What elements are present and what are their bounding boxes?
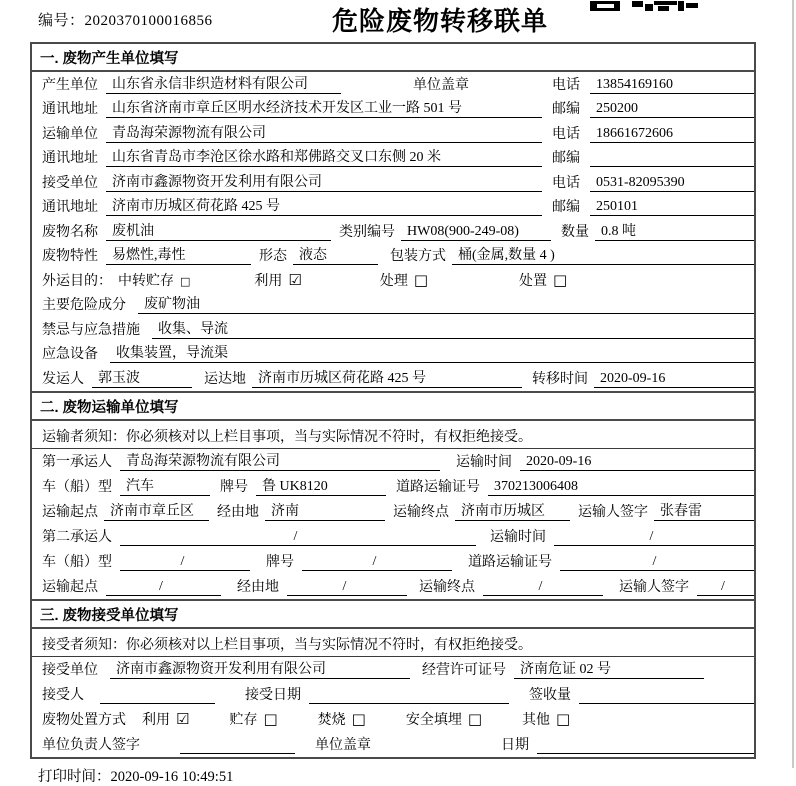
terminus-label: 运输终点 bbox=[393, 504, 449, 520]
print-time-label: 打印时间： bbox=[38, 768, 111, 785]
print-time-value: 2020-09-16 10:49:51 bbox=[110, 768, 234, 785]
option-dispose-label: 处置 bbox=[519, 273, 548, 289]
option-utilize-label: 利用 bbox=[254, 273, 283, 289]
row-disposal-method bbox=[32, 707, 754, 732]
receiving-unit-value: 济南市鑫源物资开发利用有限公司 bbox=[110, 658, 410, 679]
producer-zip-value: 250200 bbox=[590, 101, 754, 118]
document-number-label: 编号： bbox=[38, 13, 85, 29]
manifest-form bbox=[30, 42, 756, 759]
license-label: 经营许可证号 bbox=[422, 662, 506, 678]
phone-label: 电话 bbox=[552, 77, 580, 93]
second-transport-time-value: / bbox=[554, 529, 754, 546]
field-label: 废物处置方式 bbox=[42, 712, 126, 728]
unit-seal-label: 单位盖章 bbox=[315, 737, 371, 753]
row-transporter-address bbox=[32, 146, 754, 171]
document-header bbox=[0, 0, 796, 42]
transport-time-label: 运输时间 bbox=[490, 529, 546, 545]
transfer-time-value: 2020-09-16 bbox=[594, 371, 754, 388]
document-number bbox=[38, 9, 213, 30]
origin-value: / bbox=[106, 579, 221, 596]
phone-label: 电话 bbox=[552, 126, 580, 142]
section-producer-title: 一. 废物产生单位填写 bbox=[32, 44, 754, 72]
destination-label: 运达地 bbox=[204, 371, 246, 387]
receiver-notice: 接受者须知：你必须核对以上栏目事项，当与实际情况不符时，有权拒绝接受。 bbox=[32, 629, 754, 657]
checkbox-icon: □ bbox=[351, 709, 366, 728]
row-second-vehicle bbox=[32, 549, 754, 574]
row-transfer-purpose bbox=[32, 268, 754, 293]
scan-page-edge bbox=[792, 0, 794, 768]
field-label: 主要危险成分 bbox=[42, 298, 126, 313]
row-hazard-components bbox=[32, 293, 754, 318]
section-transporter-title: 二. 废物运输单位填写 bbox=[32, 391, 754, 421]
qr-code-icon bbox=[590, 0, 698, 16]
producer-phone-value: 13854169160 bbox=[590, 77, 754, 94]
receiver-person-value bbox=[100, 687, 215, 704]
quantity-value: 0.8 吨 bbox=[595, 220, 754, 241]
field-label: 通讯地址 bbox=[42, 151, 98, 166]
row-shipper bbox=[32, 366, 754, 391]
field-label: 运输起点 bbox=[42, 504, 98, 520]
row-receiver-unit bbox=[32, 170, 754, 195]
receiver-unit-value: 济南市鑫源物资开发利用有限公司 bbox=[106, 171, 542, 192]
unit-seal-label: 单位盖章 bbox=[413, 77, 469, 93]
carrier-signature-value: 张春雷 bbox=[654, 500, 754, 521]
row-producer-unit bbox=[32, 72, 754, 97]
field-label: 车（船）型 bbox=[42, 479, 112, 495]
field-label: 单位负责人签字 bbox=[42, 737, 140, 753]
waste-name-value: 废机油 bbox=[106, 220, 331, 241]
field-label: 接受单位 bbox=[42, 175, 98, 191]
checkbox-icon: □ bbox=[413, 270, 429, 289]
row-receiver-person bbox=[32, 682, 754, 707]
first-transport-time-value: 2020-09-16 bbox=[520, 454, 754, 471]
option-treat-label: 处理 bbox=[379, 273, 408, 289]
category-code-value: HW08(900-249-08) bbox=[401, 224, 551, 241]
plate-value: 鲁 UK8120 bbox=[256, 475, 386, 496]
row-first-route bbox=[32, 499, 754, 524]
form-value: 液态 bbox=[293, 244, 378, 265]
transporter-zip-value bbox=[590, 150, 754, 167]
plate-label: 牌号 bbox=[266, 554, 294, 570]
first-carrier-value: 青岛海荣源物流有限公司 bbox=[120, 450, 440, 471]
emergency-equipment-value: 收集装置，导流渠 bbox=[110, 342, 754, 363]
vehicle-type-value: / bbox=[120, 554, 250, 571]
option-storage-label: 贮存 bbox=[229, 712, 258, 728]
plate-label: 牌号 bbox=[220, 479, 248, 495]
checkbox-icon: □ bbox=[263, 709, 278, 728]
via-label: 经由地 bbox=[237, 579, 279, 595]
waste-properties-value: 易燃性,毒性 bbox=[106, 244, 251, 265]
section-transporter bbox=[32, 391, 754, 599]
option-landfill-label: 安全填埋 bbox=[405, 712, 462, 728]
via-value: / bbox=[287, 579, 407, 596]
field-label: 第一承运人 bbox=[42, 454, 112, 470]
field-label: 禁忌与应急措施 bbox=[42, 322, 140, 338]
option-utilize-label: 利用 bbox=[142, 712, 170, 728]
row-waste-name bbox=[32, 219, 754, 244]
receiver-zip-value: 250101 bbox=[590, 199, 754, 216]
zip-label: 邮编 bbox=[552, 102, 580, 117]
terminus-label: 运输终点 bbox=[419, 579, 475, 595]
vehicle-type-value: 汽车 bbox=[120, 475, 210, 496]
field-label: 废物特性 bbox=[42, 249, 98, 264]
carrier-signature-value: / bbox=[697, 579, 754, 596]
option-transit-storage-label: 中转贮存 bbox=[118, 273, 174, 289]
receive-date-value bbox=[309, 687, 509, 704]
origin-value: 济南市章丘区 bbox=[104, 500, 209, 521]
road-permit-label: 道路运输证号 bbox=[468, 554, 552, 570]
checkbox-icon: □ bbox=[556, 709, 571, 728]
row-second-carrier bbox=[32, 524, 754, 549]
row-emergency-equipment bbox=[32, 342, 754, 367]
shipper-value: 郭玉波 bbox=[92, 367, 192, 388]
field-label: 第二承运人 bbox=[42, 529, 112, 545]
transfer-time-label: 转移时间 bbox=[532, 371, 588, 387]
row-receiving-unit bbox=[32, 657, 754, 682]
field-label: 发运人 bbox=[42, 371, 84, 387]
road-permit-value: / bbox=[560, 554, 754, 571]
via-value: 济南 bbox=[265, 500, 385, 521]
row-contraindications bbox=[32, 317, 754, 342]
plate-value: / bbox=[302, 554, 452, 571]
section-receiver bbox=[32, 599, 754, 757]
row-receiver-address bbox=[32, 195, 754, 220]
producer-unit-value: 山东省永信非织造材料有限公司 bbox=[106, 73, 341, 94]
field-label: 外运目的： bbox=[42, 273, 112, 289]
producer-address-value: 山东省济南市章丘区明水经济技术开发区工业一路 501 号 bbox=[106, 97, 542, 118]
option-incinerate-label: 焚烧 bbox=[317, 712, 346, 728]
phone-label: 电话 bbox=[552, 175, 580, 191]
checkbox-icon: □ bbox=[467, 709, 483, 728]
receiver-address-value: 济南市历城区荷花路 425 号 bbox=[106, 195, 542, 216]
checkbox-icon: □ bbox=[180, 274, 191, 288]
field-label: 通讯地址 bbox=[42, 102, 98, 117]
form-label: 形态 bbox=[259, 249, 287, 264]
document-number-value: 2020370100016856 bbox=[84, 13, 213, 29]
transporter-unit-value: 青岛海荣源物流有限公司 bbox=[106, 122, 542, 143]
carrier-signature-label: 运输人签字 bbox=[578, 504, 648, 520]
receive-date-label: 接受日期 bbox=[245, 687, 301, 703]
row-responsible-signature bbox=[32, 732, 754, 757]
field-label: 废物名称 bbox=[42, 224, 98, 240]
transporter-address-value: 山东省青岛市李沧区徐水路和郑佛路交叉口东侧 20 米 bbox=[106, 146, 542, 167]
transporter-notice: 运输者须知：你必须核对以上栏目事项，当与实际情况不符时，有权拒绝接受。 bbox=[32, 421, 754, 449]
section-receiver-title: 三. 废物接受单位填写 bbox=[32, 599, 754, 629]
zip-label: 邮编 bbox=[552, 200, 580, 215]
checkbox-checked-icon: ☑ bbox=[176, 709, 190, 728]
receiver-phone-value: 0531-82095390 bbox=[590, 175, 754, 192]
packaging-value: 桶(金属,数量 4 ) bbox=[452, 244, 754, 265]
row-second-route bbox=[32, 574, 754, 599]
via-label: 经由地 bbox=[217, 504, 259, 520]
zip-label: 邮编 bbox=[552, 151, 580, 166]
field-label: 接受单位 bbox=[42, 662, 98, 678]
terminus-value: 济南市历城区 bbox=[455, 500, 570, 521]
road-permit-value: 370213006408 bbox=[488, 479, 754, 496]
transport-time-label: 运输时间 bbox=[456, 454, 512, 470]
second-carrier-value: / bbox=[120, 529, 476, 546]
checkbox-checked-icon: ☑ bbox=[288, 270, 302, 289]
field-label: 通讯地址 bbox=[42, 200, 98, 215]
option-other-label: 其他 bbox=[522, 712, 551, 728]
row-waste-properties bbox=[32, 244, 754, 269]
field-label: 运输起点 bbox=[42, 579, 98, 595]
category-code-label: 类别编号 bbox=[339, 224, 395, 240]
section-producer bbox=[32, 44, 754, 391]
hazard-components-value: 废矿物油 bbox=[138, 293, 754, 314]
contraindications-value: 收集、导流 bbox=[152, 318, 754, 339]
field-label: 车（船）型 bbox=[42, 554, 112, 570]
date-label: 日期 bbox=[501, 737, 529, 753]
field-label: 接受人 bbox=[42, 687, 84, 703]
field-label: 应急设备 bbox=[42, 347, 98, 362]
license-value: 济南危证 02 号 bbox=[514, 658, 704, 679]
row-transporter-unit bbox=[32, 121, 754, 146]
road-permit-label: 道路运输证号 bbox=[396, 479, 480, 495]
packaging-label: 包装方式 bbox=[390, 249, 446, 264]
carrier-signature-label: 运输人签字 bbox=[619, 579, 689, 595]
row-producer-address bbox=[32, 97, 754, 122]
terminus-value: / bbox=[483, 579, 603, 596]
responsible-signature-value bbox=[180, 737, 295, 754]
field-label: 产生单位 bbox=[42, 77, 98, 93]
row-first-vehicle bbox=[32, 474, 754, 499]
page-title: 危险废物转移联单 bbox=[332, 7, 549, 36]
transporter-phone-value: 18661672606 bbox=[590, 126, 754, 143]
checkbox-icon: □ bbox=[553, 270, 568, 289]
destination-value: 济南市历城区荷花路 425 号 bbox=[252, 367, 522, 388]
field-label: 运输单位 bbox=[42, 126, 98, 142]
quantity-label: 数量 bbox=[561, 224, 589, 240]
row-first-carrier bbox=[32, 449, 754, 474]
date-value bbox=[537, 737, 754, 754]
received-quantity-label: 签收量 bbox=[529, 687, 571, 703]
received-quantity-value bbox=[579, 687, 754, 704]
